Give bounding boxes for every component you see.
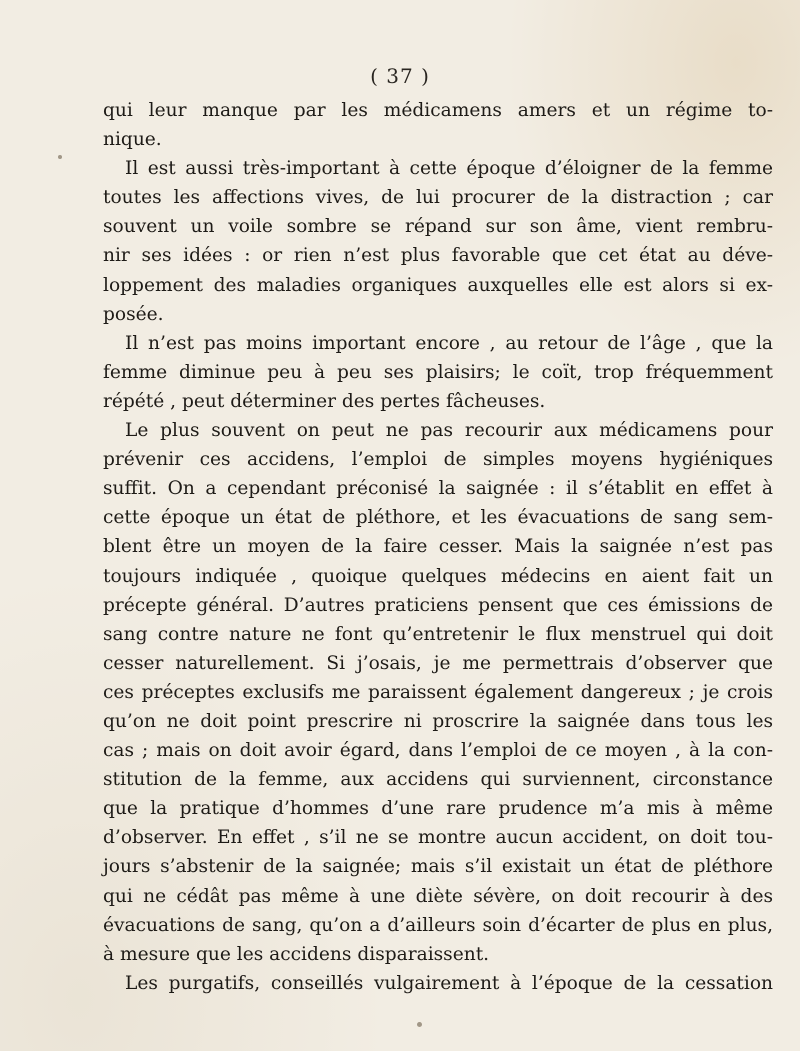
text-line: Les purgatifs, conseillés vulgairement à l’époque de la cessation <box>125 972 773 994</box>
text-line: nir ses idées : or rien n’est plus favorable que cet état au déve- <box>103 245 773 267</box>
text-line: ces préceptes exclusifs me paraissent également dangereux ; je crois <box>103 681 773 703</box>
text-line: souvent un voile sombre se répand sur son âme, vient rembru- <box>103 216 773 238</box>
body-text <box>103 96 773 998</box>
text-line: qui leur manque par les médicamens amers et un régime to- <box>103 100 773 121</box>
text-line: évacuations de sang, qu’on a d’ailleurs soin d’écarter de plus en plus, <box>103 914 773 936</box>
text-line: toujours indiquée , quoique quelques médecins en aient fait un <box>103 565 773 587</box>
text-line: que la pratique d’hommes d’une rare prudence m’a mis à même <box>103 798 773 820</box>
text-line: sang contre nature ne font qu’entretenir le flux menstruel qui doit <box>103 623 773 645</box>
text-line: toutes les affections vives, de lui procurer de la distraction ; car <box>103 187 773 209</box>
page-number: ( 37 ) <box>370 64 430 88</box>
text-line: à mesure que les accidens disparaissent. <box>103 943 490 965</box>
text-line: blent être un moyen de la faire cesser. Mais la saignée n’est pas <box>103 536 773 558</box>
text-line: Il est aussi très-important à cette époque d’éloigner de la femme <box>125 158 773 180</box>
paper-speck <box>58 155 62 159</box>
text-line: qu’on ne doit point prescrire ni proscrire la saignée dans tous les <box>103 710 773 732</box>
paper-speck <box>417 1022 422 1027</box>
text-line: cette époque un état de pléthore, et les évacuations de sang sem- <box>103 507 773 529</box>
text-line: Le plus souvent on peut ne pas recourir aux médicamens pour <box>125 420 773 442</box>
text-line: loppement des maladies organiques auxquelles elle est alors si ex- <box>103 274 773 296</box>
text-line: prévenir ces accidens, l’emploi de simples moyens hygiéniques <box>103 449 773 471</box>
text-line: répété , peut déterminer des pertes fâcheuses. <box>103 390 546 412</box>
text-line: jours s’abstenir de la saignée; mais s’il existait un état de pléthore <box>103 856 773 878</box>
text-line: nique. <box>103 129 162 151</box>
text-line: qui ne cédât pas même à une diète sévère, on doit recourir à des <box>103 885 773 907</box>
text-line: cesser naturellement. Si j’osais, je me permettrais d’observer que <box>103 652 773 674</box>
text-line: Il n’est pas moins important encore , au retour de l’âge , que la <box>125 332 773 354</box>
text-line: suffit. On a cependant préconisé la saignée : il s’établit en effet à <box>103 478 773 500</box>
text-line: d’observer. En effet , s’il ne se montre aucun accident, on doit tou- <box>103 827 773 849</box>
text-line: posée. <box>103 303 164 325</box>
text-line: femme diminue peu à peu ses plaisirs; le coït, trop fréquemment <box>103 361 773 383</box>
text-line: stitution de la femme, aux accidens qui surviennent, circonstance <box>103 769 773 791</box>
text-line: précepte général. D’autres praticiens pensent que ces émissions de <box>103 594 773 616</box>
text-line: cas ; mais on doit avoir égard, dans l’emploi de ce moyen , à la con- <box>103 740 773 762</box>
